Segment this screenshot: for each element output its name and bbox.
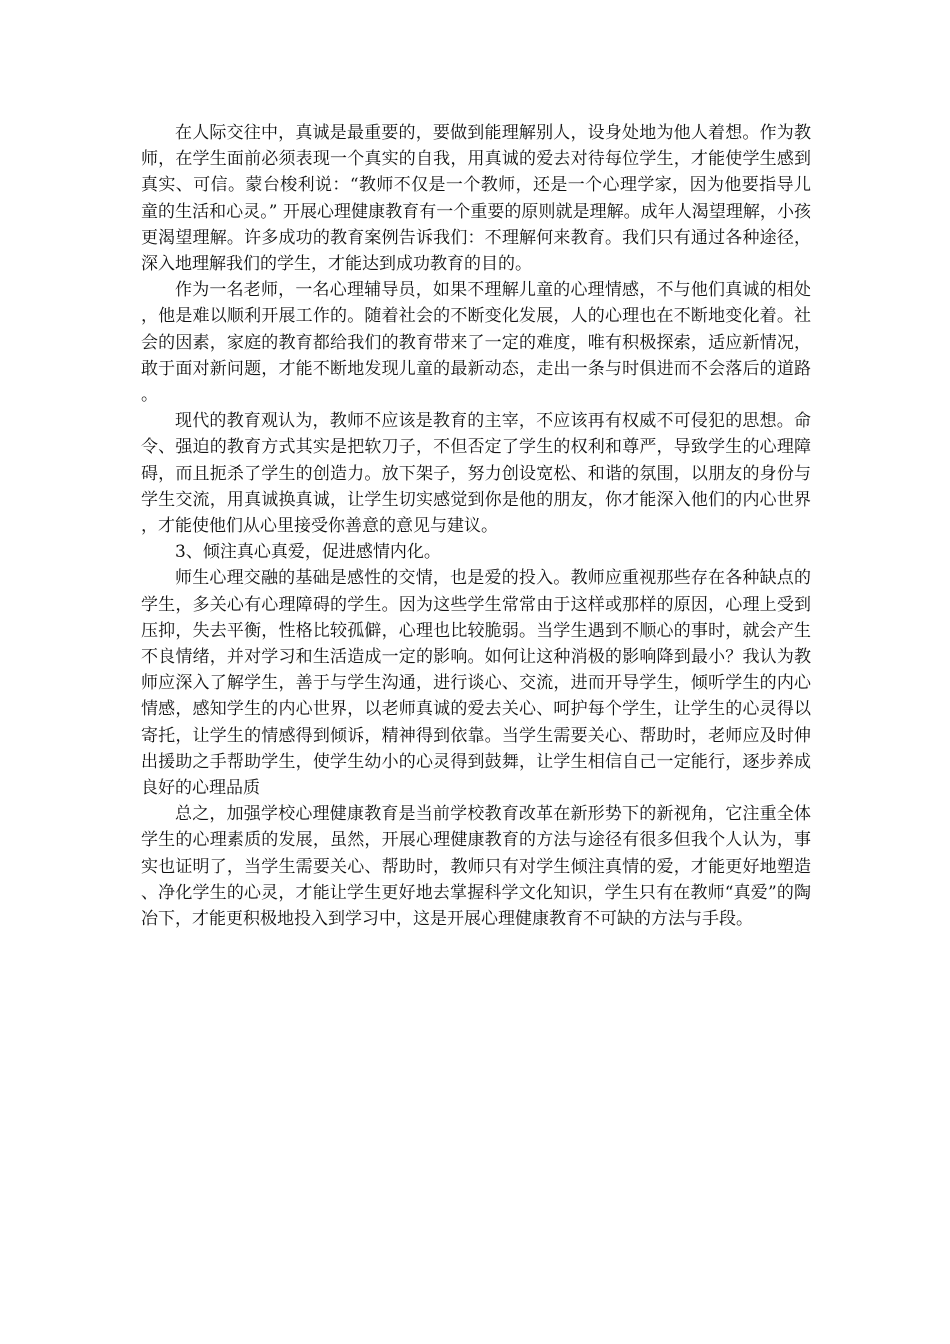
- paragraph-counselor: 作为一名老师，一名心理辅导员，如果不理解儿童的心理情感，不与他们真诚的相处，他是难以顺利开展工作的。随着社会的不断变化发展，人的心理也在不断地变化着。社会的因素，家庭的教育都给我们的教育带来了一定的难度，唯有积极探索，适应新情况，敢于面对新问题，才能不断地发现儿童的最新动态，走出一条与时俱进而不会落后的道路。: [141, 280, 811, 406]
- document-body: [141, 120, 811, 932]
- paragraph-understanding: 在人际交往中，真诚是最重要的，要做到能理解别人，设身处地为他人着想。作为教师，在学生面前必须表现一个真实的自我，用真诚的爱去对待每位学生，才能使学生感到真实、可信。蒙台梭利说：“教师不仅是一个教师，还是一个心理学家，因为他要指导儿童的生活和心灵。” 开展心理健康教育有一个重要的原则就是理解。成年人渴望理解，小孩更渴望理解。许多成功的教育案例告诉我们：不理解何来教育。我们只有通过各种途径，深入地理解我们的学生，才能达到成功教育的目的。: [141, 123, 811, 275]
- paragraph-conclusion: 总之，加强学校心理健康教育是当前学校教育改革在新形势下的新视角，它注重全体学生的心理素质的发展，虽然，开展心理健康教育的方法与途径有很多但我个人认为，事实也证明了，当学生需要关心、帮助时，教师只有对学生倾注真情的爱，才能更好地塑造、净化学生的心灵，才能让学生更好地去掌握科学文化知识，学生只有在教师“真爱”的陶冶下，才能更积极地投入到学习中，这是开展心理健康教育不可缺的方法与手段。: [141, 804, 811, 930]
- section-heading-3: 3、倾注真心真爱，促进感情内化。: [175, 542, 441, 563]
- paragraph-emotional-bond: 师生心理交融的基础是感性的交情，也是爱的投入。教师应重视那些存在各种缺点的学生，多关心有心理障碍的学生。因为这些学生常常由于这样或那样的原因，心理上受到压抑，失去平衡，性格比较孤僻，心理也比较脆弱。当学生遇到不顺心的事时，就会产生不良情绪，并对学习和生活造成一定的影响。如何让这种消极的影响降到最小？我认为教师应深入了解学生，善于与学生沟通，进行谈心、交流，进而开导学生，倾听学生的内心情感，感知学生的内心世界，以老师真诚的爱去关心、呵护每个学生，让学生的心灵得以寄托，让学生的情感得到倾诉，精神得到依靠。当学生需要关心、帮助时，老师应及时伸出援助之手帮助学生，使学生幼小的心灵得到鼓舞，让学生相信自己一定能行，逐步养成良好的心理品质: [141, 568, 811, 799]
- paragraph-modern-view: 现代的教育观认为，教师不应该是教育的主宰，不应该再有权威不可侵犯的思想。命令、强迫的教育方式其实是把软刀子，不但否定了学生的权利和尊严，导致学生的心理障碍，而且扼杀了学生的创造力。放下架子，努力创设宽松、和谐的氛围，以朋友的身份与学生交流，用真诚换真诚，让学生切实感觉到你是他的朋友，你才能深入他们的内心世界，才能使他们从心里接受你善意的意见与建议。: [141, 411, 811, 537]
